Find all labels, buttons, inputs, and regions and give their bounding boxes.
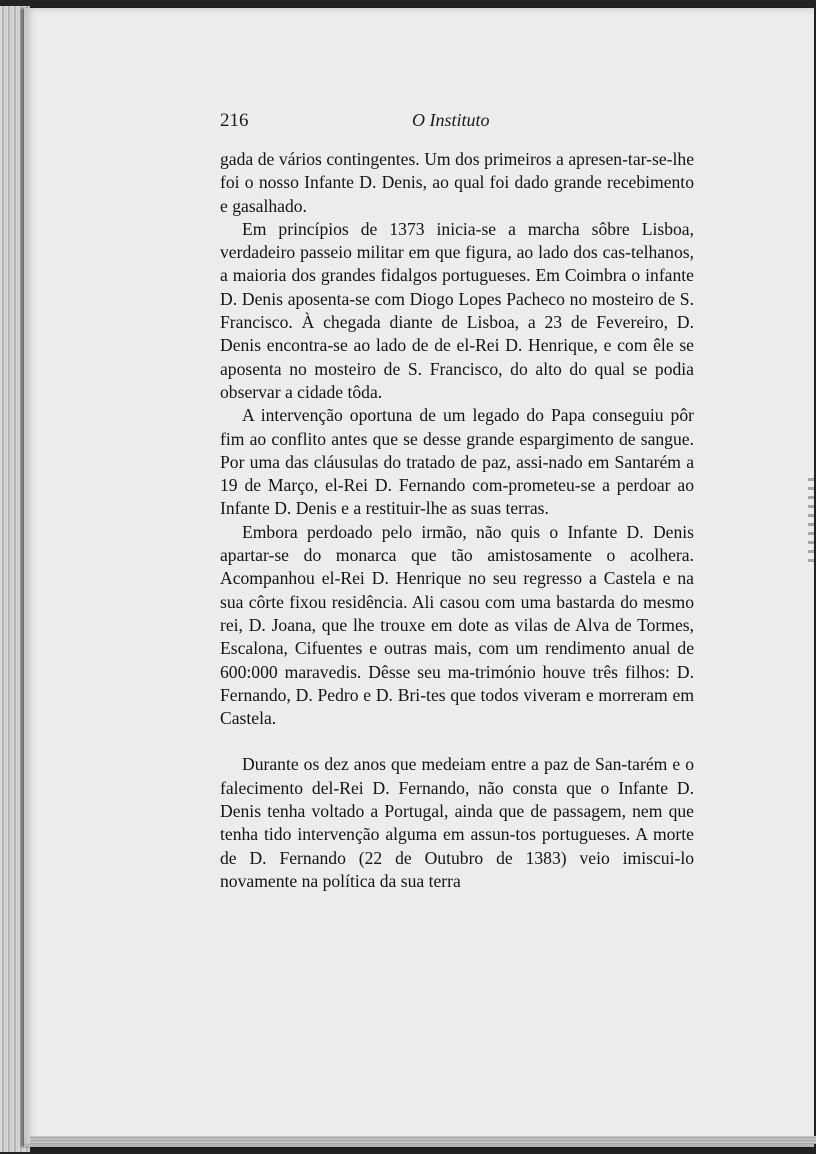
page-header	[220, 110, 695, 138]
paragraph: Em princípios de 1373 inicia-se a marcha sôbre Lisboa, verdadeiro passeio militar em que figura, ao lado dos cas-telhanos, a maioria dos grandes fidalgos portugueses. Em Coimbra o infante D. Denis aposenta-se com Diogo Lopes Pacheco no mosteiro de S. Francisco. À chegada diante de Lisboa, a 23 de Fevereiro, D. Denis encontra-se ao lado de de el-Rei D. Henrique, e com êle se aposenta no mosteiro de S. Francisco, do alto do qual se podia observar a cidade tôda.	[220, 218, 694, 402]
body-text	[220, 148, 694, 893]
paragraph: A intervenção oportuna de um legado do Papa conseguiu pôr fim ao conflito antes que se desse grande espargimento de sangue. Por uma das cláusulas do tratado de paz, assi-nado em Santarém a 19 de Março, el-Rei D. Fernando com-prometeu-se a perdoar ao Infante D. Denis e a restituir-lhe as suas terras.	[220, 405, 694, 519]
page-bottom-edge	[30, 1136, 816, 1144]
running-title: O Instituto	[412, 110, 490, 130]
paragraph: Embora perdoado pelo irmão, não quis o Infante D. Denis apartar-se do monarca que tão amistosamente o acolhera. Acompanhou el-Rei D. Henrique no seu regresso a Castela e na sua côrte fixou residência. Ali casou com uma bastarda do mesmo rei, D. Joana, que lhe trouxe em dote as vilas de Alva de Tormes, Escalona, Cifuentes e outras mais, com um rendimento anual de 600:000 maravedis. Dêsse seu ma-trimónio houve três filhos: D. Fernando, D. Pedro e D. Bri-tes que todos viveram e morreram em Castela.	[220, 521, 694, 729]
paragraph: Durante os dez anos que medeiam entre a paz de San-tarém e o falecimento del-Rei D. Fernando, não consta que o Infante D. Denis tenha voltado a Portugal, ainda que de passagem, nem que tenha tido intervenção alguma em assun-tos portugueses. A morte de D. Fernando (22 de Outubro de 1383) veio imiscui-lo novamente na política da sua terra	[220, 754, 694, 891]
margin-marks	[808, 478, 814, 568]
page-number: 216	[220, 110, 249, 131]
paragraph: gada de vários contingentes. Um dos primeiros a apresen-tar-se-lhe foi o nosso Infante D. Denis, ao qual foi dado grande recebimento e gasalhado.	[220, 149, 694, 216]
